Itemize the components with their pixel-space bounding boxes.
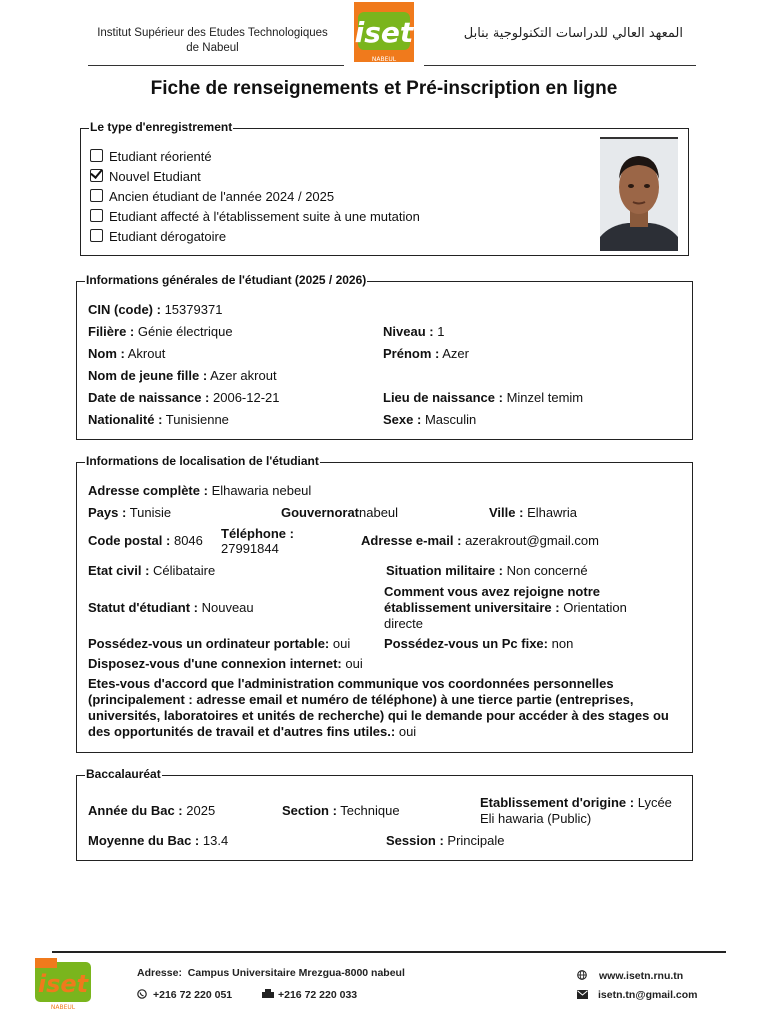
field-military-status: Situation militaire : Non concerné <box>386 563 588 578</box>
option-derogatory[interactable]: Etudiant dérogatoire <box>90 229 226 245</box>
field-country: Pays : Tunisie <box>88 505 172 520</box>
option-former-student[interactable]: Ancien étudiant de l'année 2024 / 2025 <box>90 189 334 205</box>
baccalaureat-legend: Baccalauréat <box>86 767 161 781</box>
option-transfer[interactable]: Etudiant affecté à l'établissement suite à une mutation <box>90 209 420 225</box>
location-info-legend: Informations de localisation de l'étudiant <box>86 454 319 468</box>
institute-name-fr <box>90 26 335 56</box>
field-niveau: Niveau : 1 <box>383 324 445 339</box>
field-city: Ville : Elhawria <box>489 505 577 520</box>
field-governorate: Gouvernoratnabeul <box>281 505 399 520</box>
field-cin: CIN (code) : 15379371 <box>88 302 223 317</box>
field-birth-date: Date de naissance : 2006-12-21 <box>88 390 280 405</box>
registration-type-section <box>80 120 689 256</box>
field-bac-session: Session : Principale <box>386 833 505 848</box>
footer-address: Adresse: Campus Universitaire Mrezgua-8000 nabeul <box>137 967 405 979</box>
field-postal-code: Code postal : 8046 <box>88 533 203 548</box>
student-photo <box>600 137 678 251</box>
field-bac-average: Moyenne du Bac : 13.4 <box>88 833 229 848</box>
field-address: Adresse complète : Elhawaria nebeul <box>88 483 312 498</box>
footer-logo <box>35 958 91 1010</box>
location-info-section <box>76 454 693 753</box>
field-nom: Nom : Akrout <box>88 346 166 361</box>
checkbox[interactable] <box>90 209 103 222</box>
field-how-joined: Comment vous avez rejoigne notre établissement universitaire : Orientation directe <box>384 584 627 631</box>
field-birth-place: Lieu de naissance : Minzel temim <box>383 390 584 405</box>
svg-text:NABEUL: NABEUL <box>371 56 397 62</box>
general-info-section <box>76 273 693 440</box>
checkbox-checked[interactable] <box>90 169 103 182</box>
field-sex: Sexe : Masculin <box>383 412 477 427</box>
header-rule-right <box>424 65 696 66</box>
svg-text:iset: iset <box>354 16 414 49</box>
field-email: Adresse e-mail : azerakrout@gmail.com <box>361 533 599 548</box>
field-bac-year: Année du Bac : 2025 <box>88 803 216 818</box>
field-nationality: Nationalité : Tunisienne <box>88 412 229 427</box>
field-desktop: Possédez-vous un Pc fixe: non <box>384 636 574 651</box>
page-title: Fiche de renseignements et Pré-inscription en ligne <box>150 78 618 99</box>
institute-name-ar: المعهد العالي للدراسات التكنولوجية بنابل <box>463 26 683 41</box>
checkbox[interactable] <box>90 189 103 202</box>
field-civil-status: Etat civil : Célibataire <box>88 563 216 578</box>
registration-type-legend: Le type d'enregistrement <box>90 120 233 134</box>
field-data-consent: Etes-vous d'accord que l'administration communique vos coordonnées personnelles (principalement : adresse email et numéro de téléphone) à une tierce partie (entreprises, universités, laboratoires et unités de recherche) qui le demande pour accéder à des stages ou des opportunités de travail et d'autres fins utiles.: oui <box>88 676 669 739</box>
general-info-legend: Informations générales de l'étudiant (2025 / 2026) <box>86 273 367 287</box>
field-phone: Téléphone : 27991844 <box>221 526 294 556</box>
footer-phone: +216 72 220 051 <box>137 989 232 1001</box>
field-student-status: Statut d'étudiant : Nouveau <box>88 600 254 615</box>
field-laptop: Possédez-vous un ordinateur portable: oui <box>88 636 351 651</box>
institute-name-line2: de Nabeul <box>186 42 239 54</box>
iset-logo <box>354 2 414 62</box>
svg-text:NABEUL: NABEUL <box>50 1004 76 1010</box>
field-maiden-name: Nom de jeune fille : Azer akrout <box>88 368 277 383</box>
checkbox[interactable] <box>90 149 103 162</box>
field-prenom: Prénom : Azer <box>383 346 469 361</box>
baccalaureat-section <box>76 767 693 861</box>
footer-fax: +216 72 220 033 <box>262 989 357 1001</box>
checkbox[interactable] <box>90 229 103 242</box>
header-rule-left <box>88 65 344 66</box>
footer-rule <box>52 951 726 953</box>
fax-icon <box>262 989 272 999</box>
field-origin-school: Etablissement d'origine : Lycée Eli hawaria (Public) <box>480 795 672 826</box>
field-internet: Disposez-vous d'une connexion internet: oui <box>88 656 363 671</box>
option-reoriented[interactable]: Etudiant réorienté <box>90 149 212 165</box>
option-new-student[interactable]: Nouvel Etudiant <box>90 169 201 185</box>
envelope-icon <box>577 990 587 1000</box>
svg-text:iset: iset <box>37 970 89 998</box>
footer-website: www.isetn.rnu.tn <box>577 970 683 982</box>
field-filiere: Filière : Génie électrique <box>88 324 233 339</box>
phone-icon <box>137 989 147 999</box>
footer-email: isetn.tn@gmail.com <box>577 989 698 1001</box>
field-bac-section: Section : Technique <box>282 803 400 818</box>
globe-icon <box>577 970 587 980</box>
institute-name-line1: Institut Supérieur des Etudes Technologiques <box>97 27 328 39</box>
